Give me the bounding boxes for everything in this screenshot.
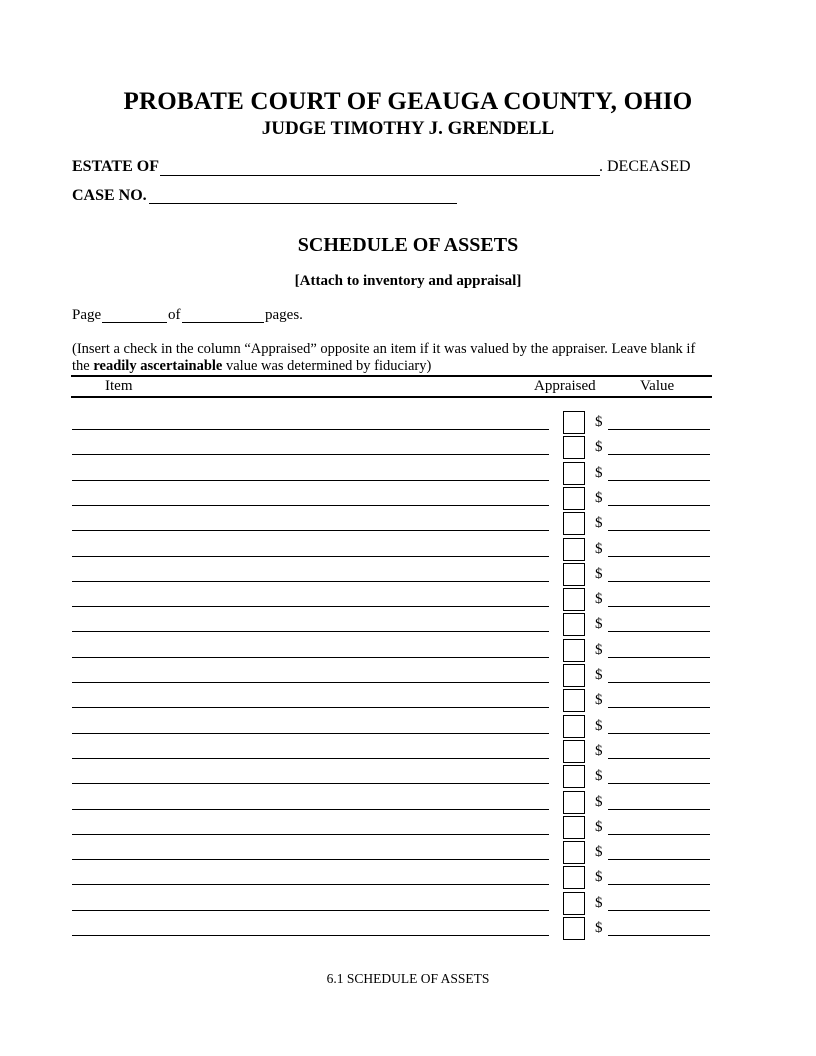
item-field[interactable] [72,505,549,506]
schedule-subtitle: [Attach to inventory and appraisal] [294,273,522,289]
item-field[interactable] [72,910,549,911]
deceased-label: . DECEASED [599,158,691,175]
asset-row [0,462,816,487]
item-field[interactable] [72,935,549,936]
judge-name: JUDGE TIMOTHY J. GRENDELL [261,118,555,139]
table-header-rule [71,396,712,398]
dollar-sign: $ [595,844,603,861]
item-field[interactable] [72,884,549,885]
value-field[interactable] [608,834,710,835]
item-field[interactable] [72,682,549,683]
appraised-checkbox[interactable] [563,765,585,788]
appraised-checkbox[interactable] [563,816,585,839]
dollar-sign: $ [595,894,603,911]
asset-row [0,841,816,866]
value-field[interactable] [608,606,710,607]
value-field[interactable] [608,505,710,506]
dollar-sign: $ [595,793,603,810]
item-field[interactable] [72,834,549,835]
value-field[interactable] [608,480,710,481]
appraised-checkbox[interactable] [563,613,585,636]
item-field[interactable] [72,429,549,430]
asset-row [0,689,816,714]
value-field[interactable] [608,935,710,936]
instructions [72,341,714,375]
appraised-checkbox[interactable] [563,715,585,738]
column-header-item: Item [105,378,133,394]
page-number-field[interactable] [102,322,167,323]
appraised-checkbox[interactable] [563,841,585,864]
column-header-value: Value [640,378,675,394]
appraised-checkbox[interactable] [563,563,585,586]
value-field[interactable] [608,758,710,759]
appraised-checkbox[interactable] [563,487,585,510]
dollar-sign: $ [595,489,603,506]
asset-row [0,715,816,740]
dollar-sign: $ [595,768,603,785]
appraised-checkbox[interactable] [563,892,585,915]
appraised-checkbox[interactable] [563,411,585,434]
item-field[interactable] [72,581,549,582]
appraised-checkbox[interactable] [563,436,585,459]
appraised-checkbox[interactable] [563,639,585,662]
item-field[interactable] [72,783,549,784]
value-field[interactable] [608,631,710,632]
appraised-checkbox[interactable] [563,462,585,485]
value-field[interactable] [608,783,710,784]
item-field[interactable] [72,556,549,557]
item-field[interactable] [72,733,549,734]
appraised-checkbox[interactable] [563,917,585,940]
dollar-sign: $ [595,667,603,683]
asset-row [0,639,816,664]
instructions-part1: (Insert a check in the column “Appraised” opposite an item if it was valued by the appraiser. Leave blank if the [72,341,696,374]
dollar-sign: $ [595,515,603,532]
value-field[interactable] [608,859,710,860]
value-field[interactable] [608,884,710,885]
value-field[interactable] [608,429,710,430]
value-field[interactable] [608,682,710,683]
case-label: CASE NO. [72,187,147,204]
appraised-checkbox[interactable] [563,689,585,712]
appraised-checkbox[interactable] [563,866,585,889]
pages-label: pages. [265,307,303,323]
column-header-appraised: Appraised [534,378,596,394]
asset-row [0,512,816,537]
item-field[interactable] [72,631,549,632]
asset-row [0,588,816,613]
item-field[interactable] [72,707,549,708]
asset-row [0,487,816,512]
asset-row [0,664,816,689]
dollar-sign: $ [595,591,603,608]
asset-row [0,866,816,891]
asset-row [0,411,816,436]
item-field[interactable] [72,530,549,531]
dollar-sign: $ [595,818,603,835]
case-number-field[interactable] [149,203,457,204]
item-field[interactable] [72,454,549,455]
schedule-title: SCHEDULE OF ASSETS [297,234,519,256]
dollar-sign: $ [595,920,603,936]
of-label: of [168,307,181,323]
asset-row [0,740,816,765]
value-field[interactable] [608,556,710,557]
asset-row [0,538,816,563]
appraised-checkbox[interactable] [563,791,585,814]
court-title: PROBATE COURT OF GEAUGA COUNTY, OHIO [123,88,693,115]
table-top-rule [71,375,712,377]
dollar-sign: $ [595,616,603,633]
total-pages-field[interactable] [182,322,264,323]
value-field[interactable] [608,733,710,734]
value-field[interactable] [608,657,710,658]
appraised-checkbox[interactable] [563,664,585,687]
item-field[interactable] [72,657,549,658]
value-field[interactable] [608,809,710,810]
appraised-checkbox[interactable] [563,740,585,763]
asset-row [0,765,816,790]
value-field[interactable] [608,707,710,708]
dollar-sign: $ [595,742,603,759]
asset-row [0,613,816,638]
dollar-sign: $ [595,540,603,557]
asset-row [0,917,816,942]
dollar-sign: $ [595,869,603,886]
value-field[interactable] [608,454,710,455]
asset-row [0,791,816,816]
instructions-part2: value was determined by fiduciary) [222,358,432,374]
asset-row [0,892,816,917]
dollar-sign: $ [595,565,603,582]
footer-label: 6.1 SCHEDULE OF ASSETS [326,971,490,986]
dollar-sign: $ [595,717,603,734]
value-field[interactable] [608,530,710,531]
dollar-sign: $ [595,464,603,481]
asset-row [0,563,816,588]
item-field[interactable] [72,480,549,481]
page-label: Page [72,307,102,323]
estate-field[interactable] [160,175,600,176]
appraised-checkbox[interactable] [563,588,585,611]
instructions-bold: readily ascertainable [93,358,223,374]
asset-row [0,436,816,461]
appraised-checkbox[interactable] [563,538,585,561]
dollar-sign: $ [595,439,603,456]
item-field[interactable] [72,606,549,607]
value-field[interactable] [608,910,710,911]
item-field[interactable] [72,859,549,860]
asset-row [0,816,816,841]
item-field[interactable] [72,809,549,810]
item-field[interactable] [72,758,549,759]
estate-label: ESTATE OF [72,158,159,175]
dollar-sign: $ [595,414,603,430]
dollar-sign: $ [595,692,603,709]
dollar-sign: $ [595,641,603,658]
value-field[interactable] [608,581,710,582]
appraised-checkbox[interactable] [563,512,585,535]
